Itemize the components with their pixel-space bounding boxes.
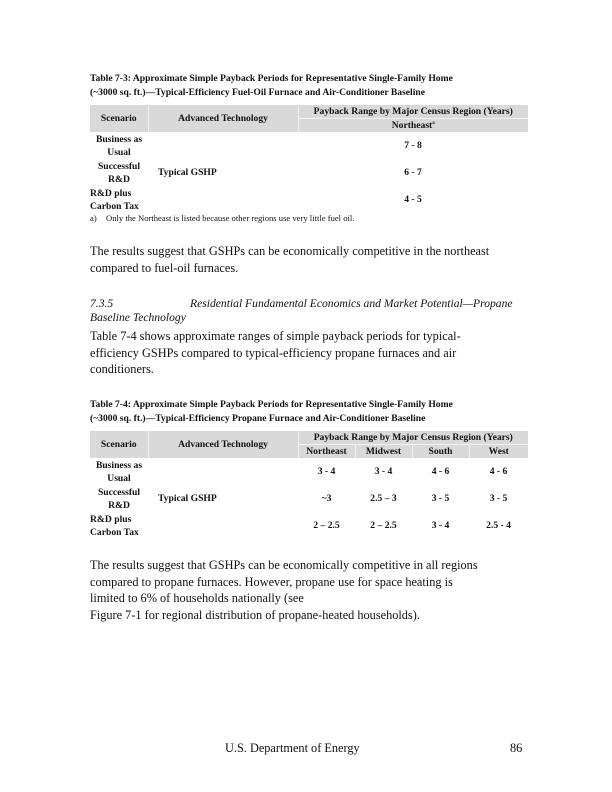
value-cell: ~3 bbox=[321, 493, 332, 504]
scenario-cell: Business as Usual bbox=[95, 133, 143, 158]
section-title: Residential Fundamental Economics and Market Potential—Propane bbox=[190, 297, 513, 310]
paragraph-propane-results: The results suggest that GSHPs can be economically competitive in all regions compared to propane furnaces. However, propane use for space heating is limited to 6% of households nationally (see Figure 7-1 for regional distribution of propane-heated households). bbox=[90, 558, 478, 622]
table-row bbox=[90, 458, 528, 485]
caption-line: Table 7-3: Approximate Simple Payback Periods for Representative Single-Family Home bbox=[90, 73, 453, 84]
footer-page-number: 86 bbox=[510, 741, 523, 755]
section-number: 7.3.5 bbox=[90, 297, 114, 310]
value-cell: 2 – 2.5 bbox=[370, 520, 397, 531]
table-7-3-caption bbox=[90, 72, 530, 100]
header-scenario: Scenario bbox=[90, 431, 148, 458]
header-advanced-technology: Advanced Technology bbox=[148, 105, 298, 132]
header-region-northeast: Northeast bbox=[298, 445, 355, 459]
footnote-text: Only the Northeast is listed because other regions use very little fuel oil. bbox=[106, 213, 355, 223]
value-cell: 3 - 4 bbox=[431, 520, 450, 531]
scenario-cell: R&D plus Carbon Tax bbox=[90, 513, 139, 538]
section-heading-7-3-5: 7.3.5 Residential Fundamental Economics and Market Potential—Propane Baseline Technology bbox=[90, 297, 513, 324]
paragraph-table-7-4-intro: Table 7-4 shows approximate ranges of simple payback periods for typical- efficiency GSHPs compared to typical-efficiency propane furnaces and air conditioners. bbox=[90, 329, 461, 376]
value-cell: 2.5 - 4 bbox=[486, 520, 511, 531]
header-payback-range: Payback Range by Major Census Region (Years) bbox=[298, 431, 528, 445]
value-cell: 4 - 6 bbox=[431, 466, 450, 477]
caption-line: (~3000 sq. ft.)—Typical-Efficiency Propane Furnace and Air-Conditioner Baseline bbox=[90, 413, 426, 424]
footer-organization: U.S. Department of Energy bbox=[225, 741, 360, 755]
header-payback-range: Payback Range by Major Census Region (Years) bbox=[298, 105, 528, 119]
value-cell: 6 - 7 bbox=[404, 167, 422, 178]
scenario-cell: Business as Usual bbox=[95, 459, 143, 484]
caption-line: Table 7-4: Approximate Simple Payback Periods for Representative Single-Family Home bbox=[90, 399, 453, 410]
header-region-south: South bbox=[412, 445, 469, 459]
header-region-midwest: Midwest bbox=[355, 445, 412, 459]
value-cell: 3 - 4 bbox=[317, 466, 336, 477]
value-cell: 4 - 5 bbox=[404, 194, 422, 205]
scenario-cell: R&D plus Carbon Tax bbox=[90, 187, 139, 212]
table-7-4 bbox=[90, 431, 528, 539]
table-7-3-footnote bbox=[90, 212, 354, 224]
technology-cell: Typical GSHP bbox=[158, 167, 217, 178]
scenario-cell: Successful R&D bbox=[97, 160, 141, 185]
footnote-marker: a bbox=[432, 120, 435, 126]
value-cell: 3 - 5 bbox=[489, 493, 508, 504]
caption-line: (~3000 sq. ft.)—Typical-Efficiency Fuel-Oil Furnace and Air-Conditioner Baseline bbox=[90, 87, 425, 98]
header-region-west: West bbox=[469, 445, 528, 459]
value-cell: 2 – 2.5 bbox=[313, 520, 340, 531]
scenario-cell: Successful R&D bbox=[97, 486, 141, 511]
paragraph-fuel-oil-results: The results suggest that GSHPs can be economically competitive in the northeast compared to fuel-oil furnaces. bbox=[90, 244, 490, 275]
table-row bbox=[90, 132, 528, 159]
header-scenario: Scenario bbox=[90, 105, 148, 132]
value-cell: 7 - 8 bbox=[404, 140, 422, 151]
table-7-4-caption bbox=[90, 398, 530, 426]
technology-cell: Typical GSHP bbox=[158, 493, 217, 504]
table-7-3 bbox=[90, 105, 528, 213]
value-cell: 3 - 5 bbox=[431, 493, 450, 504]
value-cell: 4 - 6 bbox=[489, 466, 508, 477]
value-cell: 3 - 4 bbox=[374, 466, 393, 477]
header-region-northeast: Northeast$^a$ bbox=[298, 119, 528, 133]
header-advanced-technology: Advanced Technology bbox=[148, 431, 298, 458]
footnote-label: a) bbox=[90, 213, 97, 223]
value-cell: 2.5 – 3 bbox=[370, 493, 397, 504]
